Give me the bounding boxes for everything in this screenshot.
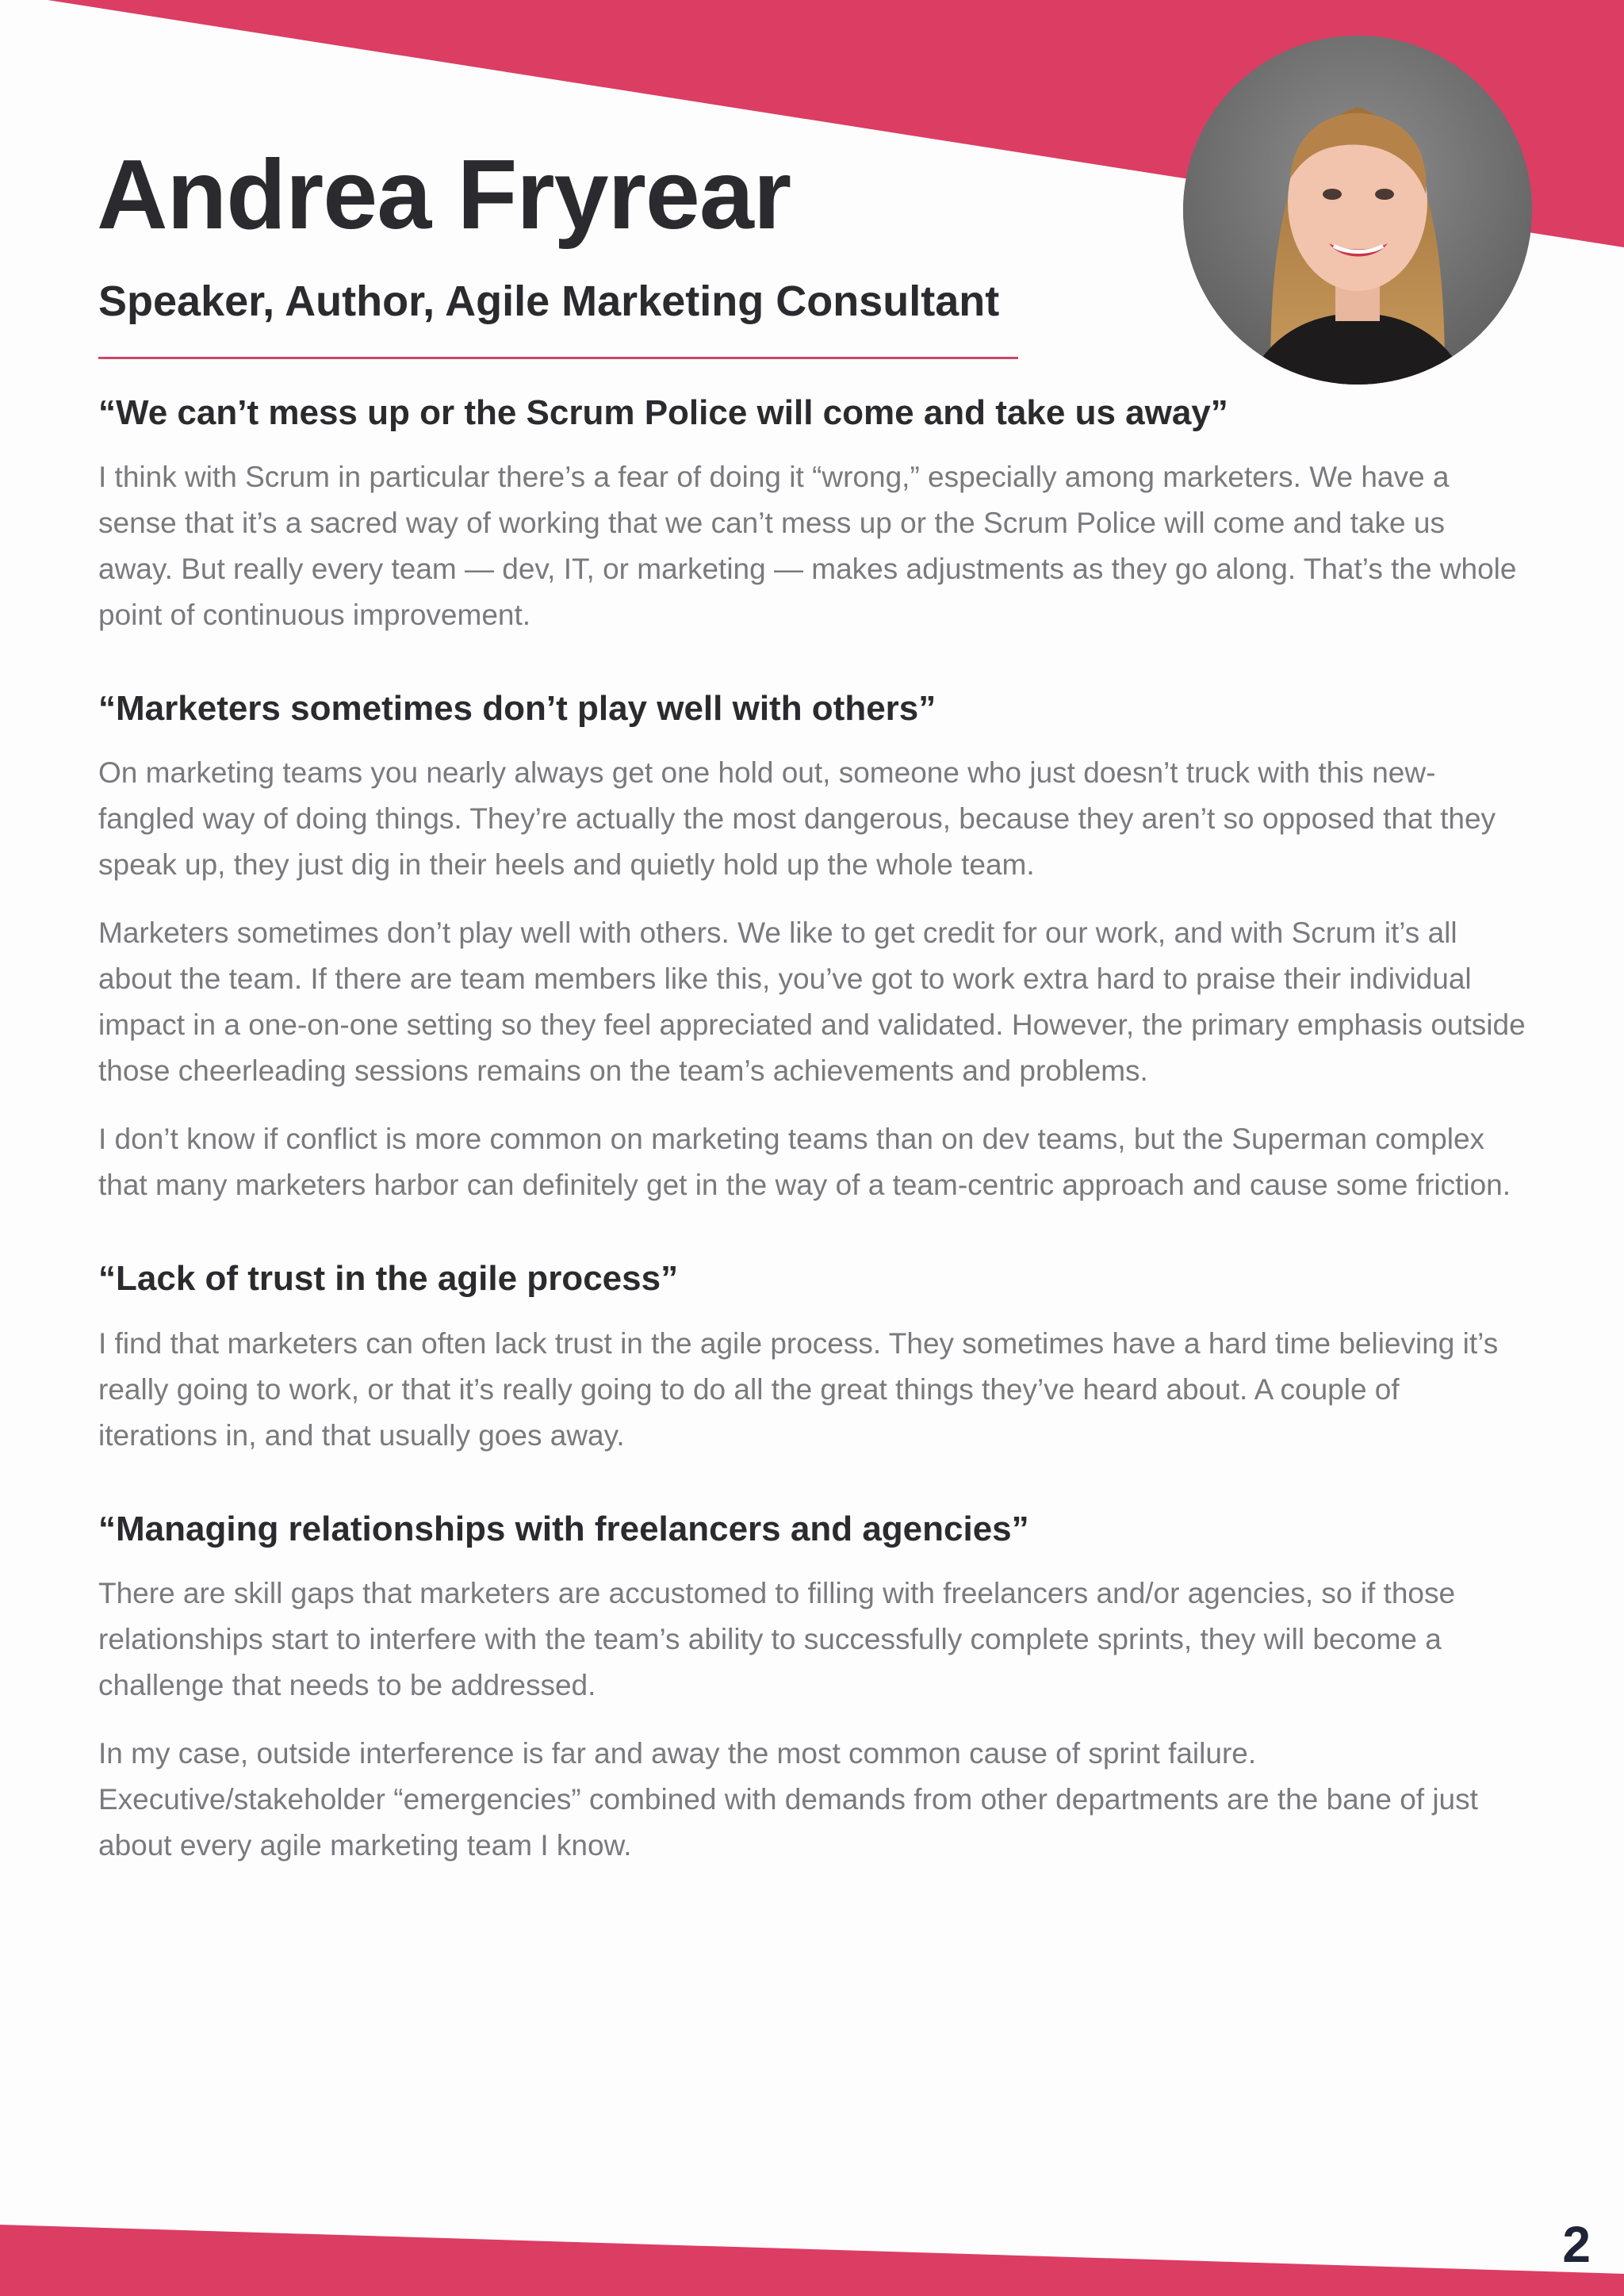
section-heading: “Lack of trust in the agile process” (98, 1259, 679, 1299)
section-heading: “Managing relationships with freelancers and agencies” (98, 1509, 1029, 1548)
author-name: Andrea Fryrear (97, 140, 791, 250)
section-paragraph: On marketing teams you nearly always get one hold out, someone who just doesn’t truck with this new-fangled way of doing things. They’re actually the most dangerous, because they aren’t so opposed that they speak up, they just dig in their heels and quietly hold up the whole team. (98, 756, 1496, 882)
section-paragraph: There are skill gaps that marketers are accustomed to filling with freelancers and/or agencies, so if those relationships start to interfere with the team’s ability to successfully complete sprints, they will become a challenge that needs to be addressed. (98, 1576, 1456, 1701)
section-paragraph: Marketers sometimes don’t play well with others. We like to get credit for our work, and with Scrum it’s all about the team. If there are team members like this, you’ve got to work extra hard to praise their individual impact in a one-on-one setting so they feel appreciated and validated. However, the primary emphasis outside those cheerleading sessions remains on the team’s achievements and problems. (98, 916, 1526, 1088)
header-divider (98, 357, 1018, 359)
bottom-accent-band (0, 2225, 1624, 2296)
section-paragraph: I don’t know if conflict is more common on marketing teams than on dev teams, but the Superman complex that many marketers harbor can definitely get in the way of a team-centric approach and cause some friction. (98, 1123, 1511, 1202)
section-marketers-others (98, 686, 1526, 1208)
section-paragraph: In my case, outside interference is far and away the most common cause of sprint failure. Executive/stakeholder “emergencies” combined with demands from other departments are the bane of just about every agile marketing team I know. (98, 1736, 1478, 1862)
section-freelancers-agencies (98, 1506, 1526, 1869)
author-role: Speaker, Author, Agile Marketing Consultant (98, 277, 1000, 325)
portrait-photo-icon (1183, 36, 1532, 385)
article-body (98, 390, 1526, 1869)
section-lack-of-trust (98, 1256, 1526, 1458)
section-paragraph: I find that marketers can often lack trust in the agile process. They sometimes have a hard time believing it’s really going to work, or that it’s really going to do all the great things they’ve heard about. A couple of iterations in, and that usually goes away. (98, 1326, 1499, 1452)
section-heading: “We can’t mess up or the Scrum Police will come and take us away” (98, 393, 1228, 432)
page-number: 2 (1562, 2216, 1591, 2273)
section-scrum-police (98, 390, 1526, 638)
section-paragraph: I think with Scrum in particular there’s a fear of doing it “wrong,” especially among marketers. We have a sense that it’s a sacred way of working that we can’t mess up or the Scrum Police will come and take us away. But really every team — dev, IT, or marketing — makes adjustments as they go along. That’s the whole point of continuous improvement. (98, 461, 1517, 632)
author-portrait (1183, 36, 1532, 385)
section-heading: “Marketers sometimes don’t play well with others” (98, 689, 936, 729)
